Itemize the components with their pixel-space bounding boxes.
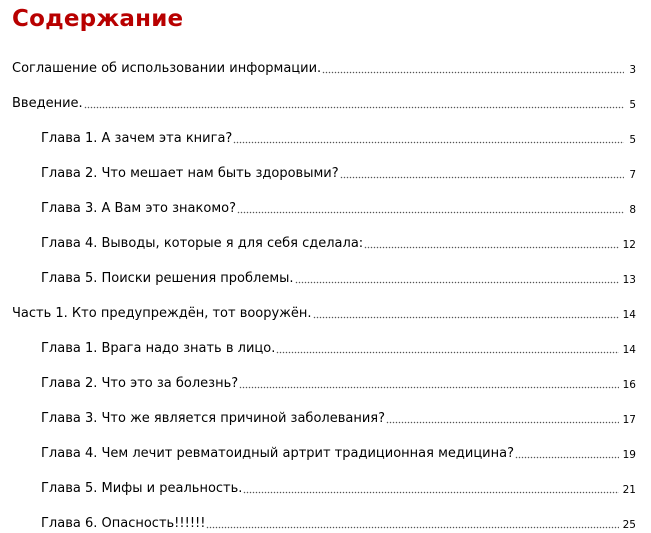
toc-entry-page: 13 bbox=[622, 274, 636, 286]
dot-leader bbox=[239, 385, 618, 389]
toc-entry-title: Глава 2. Что это за болезнь? bbox=[41, 376, 239, 391]
dot-leader bbox=[295, 280, 619, 284]
toc-entry-title: Введение. bbox=[12, 96, 83, 111]
toc-entry-page: 25 bbox=[622, 519, 636, 531]
toc-entry-title: Глава 1. Врага надо знать в лицо. bbox=[41, 341, 276, 356]
dot-leader bbox=[322, 70, 624, 74]
dot-leader bbox=[276, 350, 618, 354]
toc-entry-title: Глава 6. Опасность!!!!!! bbox=[41, 516, 206, 531]
dot-leader bbox=[206, 525, 618, 529]
toc-entry[interactable] bbox=[0, 78, 651, 113]
table-of-contents bbox=[0, 43, 651, 533]
toc-entry[interactable] bbox=[0, 393, 651, 428]
toc-entry-title: Глава 5. Мифы и реальность. bbox=[41, 481, 243, 496]
toc-entry[interactable] bbox=[0, 183, 651, 218]
dot-leader bbox=[515, 455, 619, 459]
toc-entry-title: Глава 2. Что мешает нам быть здоровыми? bbox=[41, 166, 339, 181]
toc-entry-page: 17 bbox=[622, 414, 636, 426]
toc-entry-page: 3 bbox=[629, 64, 636, 76]
toc-entry-title: Глава 1. А зачем эта книга? bbox=[41, 131, 233, 146]
dot-leader bbox=[237, 210, 624, 214]
dot-leader bbox=[84, 105, 624, 109]
dot-leader bbox=[243, 490, 618, 494]
toc-entry[interactable] bbox=[0, 323, 651, 358]
toc-entry-page: 8 bbox=[629, 204, 636, 216]
dot-leader bbox=[340, 175, 624, 179]
toc-entry-title: Глава 4. Чем лечит ревматоидный артрит традиционная медицина? bbox=[41, 446, 514, 461]
toc-entry-page: 19 bbox=[622, 449, 636, 461]
toc-entry[interactable] bbox=[0, 288, 651, 323]
toc-entry-page: 12 bbox=[622, 239, 636, 251]
dot-leader bbox=[313, 315, 619, 319]
toc-entry-page: 7 bbox=[629, 169, 636, 181]
dot-leader bbox=[233, 140, 624, 144]
toc-entry-page: 14 bbox=[622, 309, 636, 321]
toc-entry[interactable] bbox=[0, 428, 651, 463]
toc-entry[interactable] bbox=[0, 218, 651, 253]
toc-entry[interactable] bbox=[0, 358, 651, 393]
toc-entry-title: Глава 3. Что же является причиной заболевания? bbox=[41, 411, 386, 426]
dot-leader bbox=[364, 245, 618, 249]
toc-entry-page: 14 bbox=[622, 344, 636, 356]
toc-entry[interactable] bbox=[0, 148, 651, 183]
toc-entry[interactable] bbox=[0, 498, 651, 533]
toc-entry-title: Глава 4. Выводы, которые я для себя сделала: bbox=[41, 236, 364, 251]
toc-entry-page: 5 bbox=[629, 99, 636, 111]
toc-entry-page: 16 bbox=[622, 379, 636, 391]
toc-entry-page: 5 bbox=[629, 134, 636, 146]
toc-entry[interactable] bbox=[0, 253, 651, 288]
toc-entry[interactable] bbox=[0, 43, 651, 78]
toc-entry[interactable] bbox=[0, 113, 651, 148]
dot-leader bbox=[386, 420, 619, 424]
toc-entry-title: Глава 5. Поиски решения проблемы. bbox=[41, 271, 294, 286]
toc-entry-title: Часть 1. Кто предупреждён, тот вооружён. bbox=[12, 306, 312, 321]
page-title: Содержание bbox=[12, 6, 184, 32]
toc-entry-title: Глава 3. А Вам это знакомо? bbox=[41, 201, 236, 216]
toc-entry-title: Соглашение об использовании информации. bbox=[12, 61, 322, 76]
toc-entry-page: 21 bbox=[622, 484, 636, 496]
toc-entry[interactable] bbox=[0, 463, 651, 498]
